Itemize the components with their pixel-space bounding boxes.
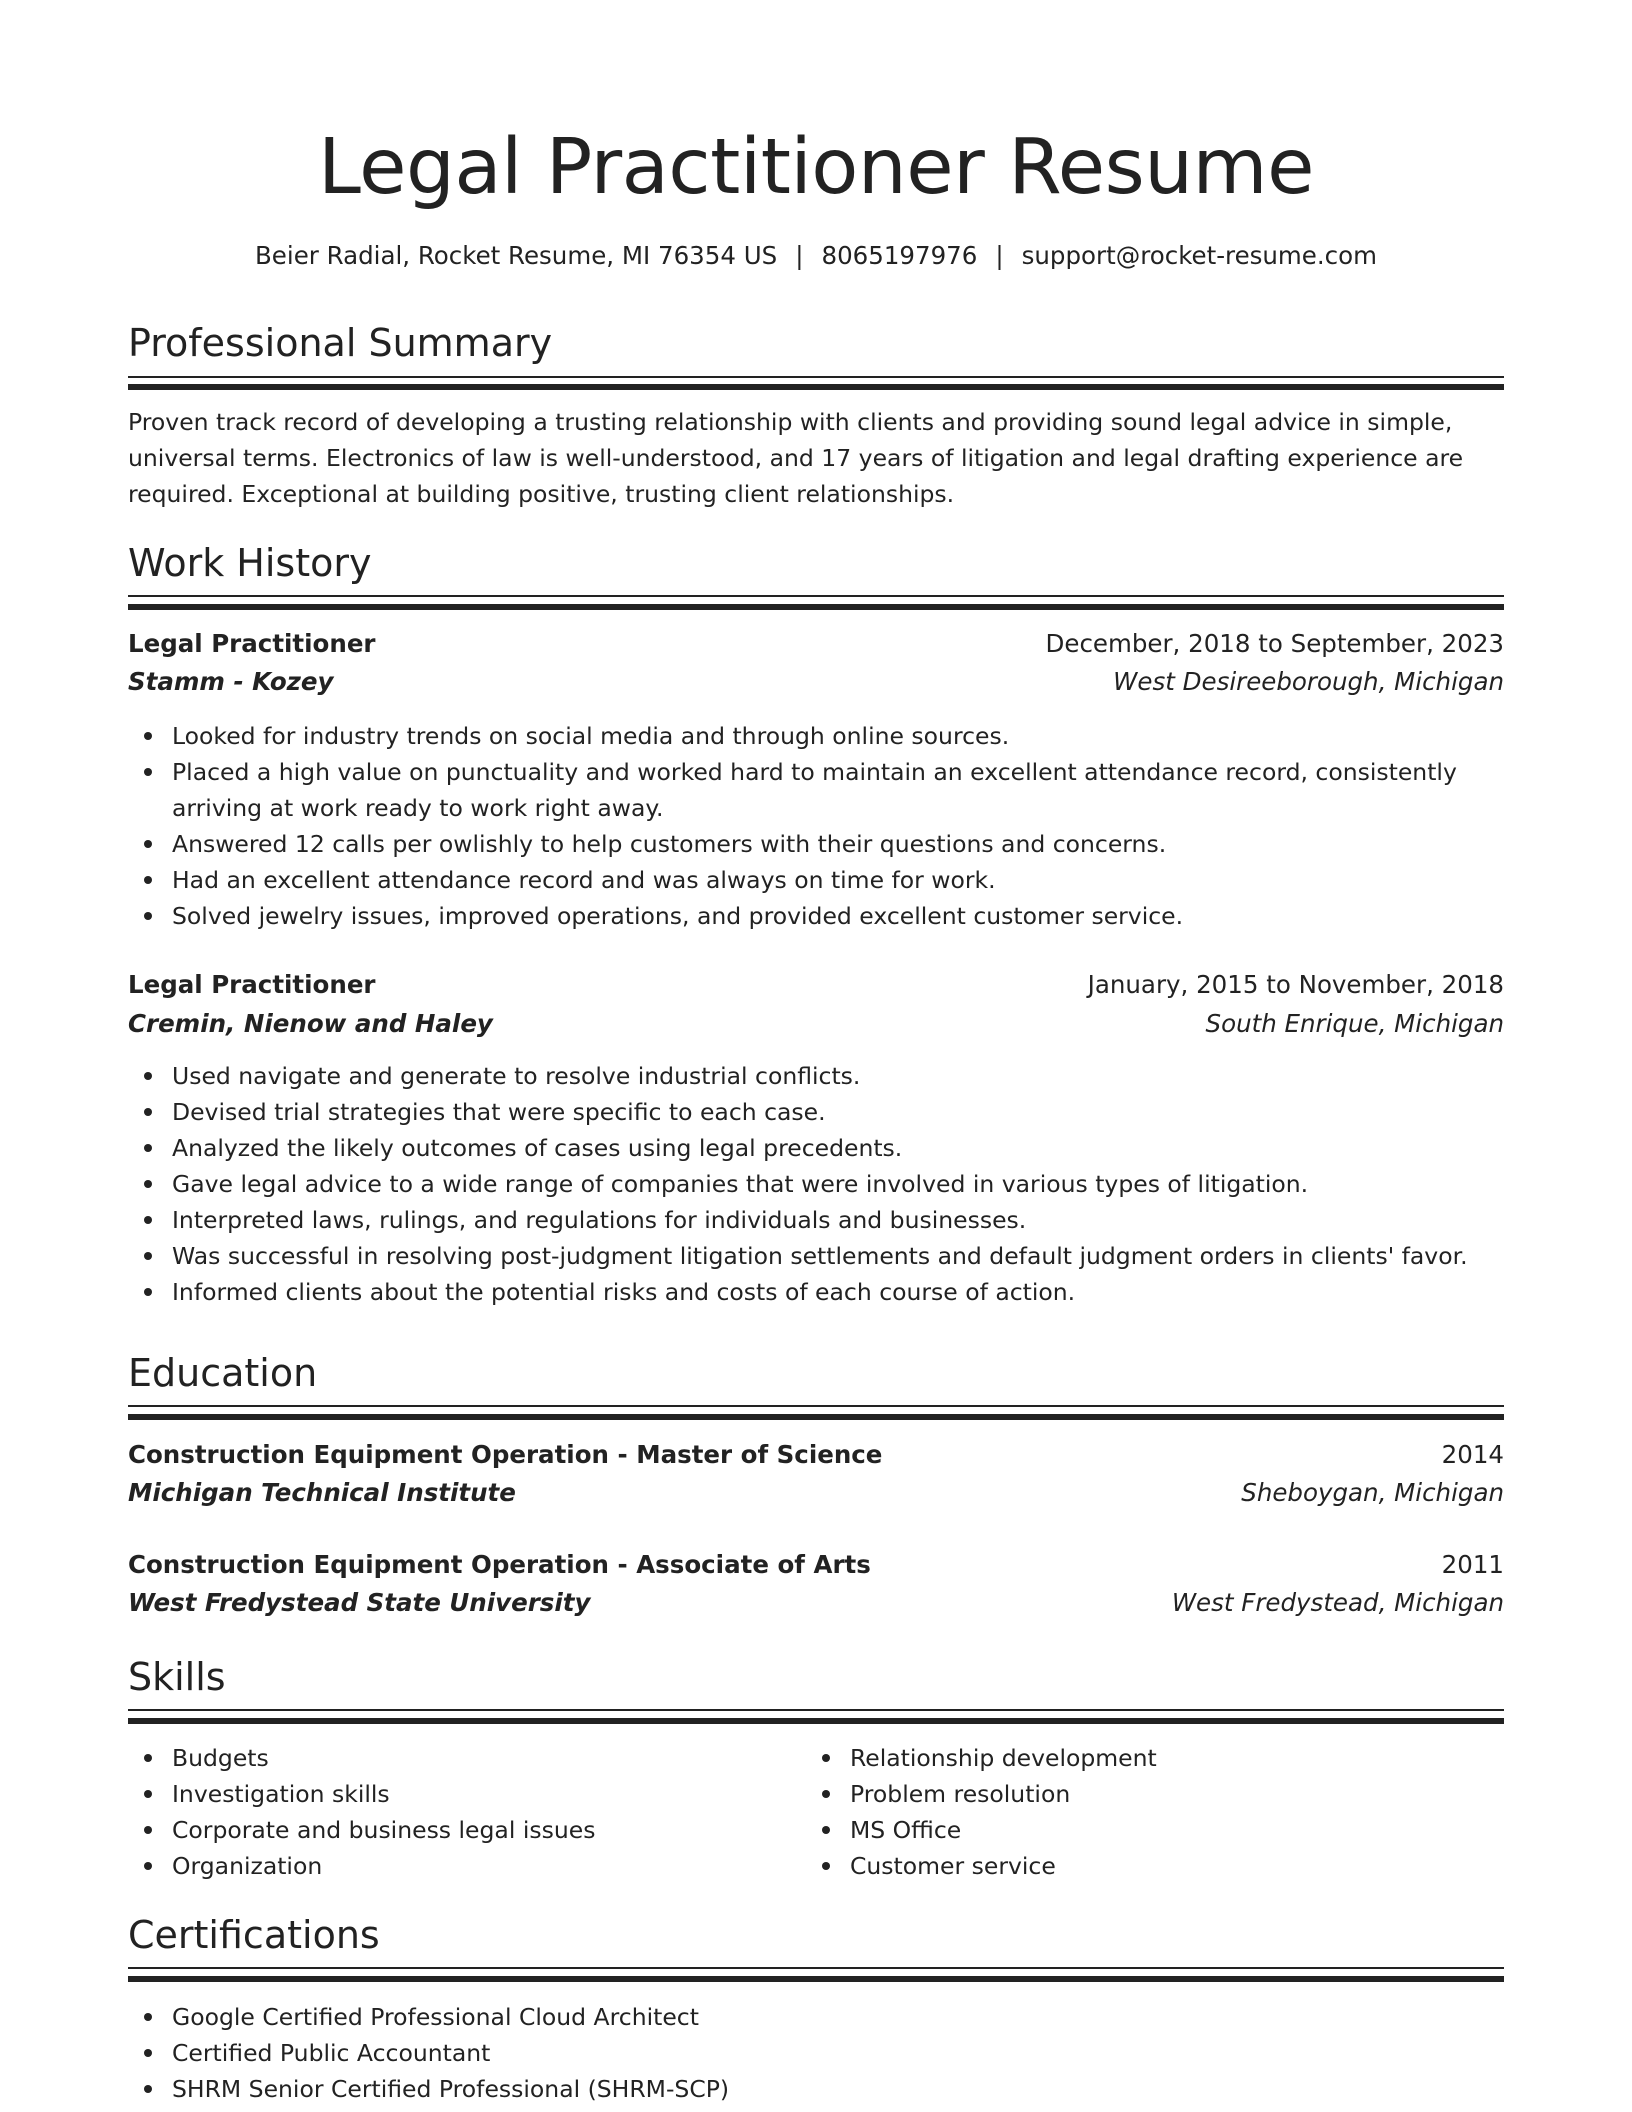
section-rule xyxy=(128,384,1504,390)
section-rule xyxy=(128,1709,1504,1711)
job-subheader xyxy=(128,1005,1504,1043)
list-item: Devised trial strategies that were specific to each case. xyxy=(128,1094,1504,1130)
section-rule xyxy=(128,595,1504,597)
contact-phone: 8065197976 xyxy=(821,241,978,270)
education-header xyxy=(128,1546,1504,1584)
resume-page xyxy=(128,0,1504,2112)
summary-line: universal terms. Electronics of law is well-understood, and 17 years of litigation and legal drafting experience are xyxy=(128,444,1464,472)
section-heading-skills: Skills xyxy=(128,1655,226,1699)
job-company: Cremin, Nienow and Haley xyxy=(128,1009,493,1038)
list-item: Gave legal advice to a wide range of companies that were involved in various types of litigation. xyxy=(128,1166,1504,1202)
contact-line xyxy=(128,238,1504,274)
list-item xyxy=(128,754,1504,826)
education-school: West Fredystead State University xyxy=(128,1588,591,1617)
list-item: Answered 12 calls per owlishly to help customers with their questions and concerns. xyxy=(128,826,1504,862)
skill-item: Relationship development xyxy=(806,1740,1504,1776)
education-school: Michigan Technical Institute xyxy=(128,1478,516,1507)
job-subheader xyxy=(128,663,1504,701)
list-item: Analyzed the likely outcomes of cases using legal precedents. xyxy=(128,1130,1504,1166)
section-rule xyxy=(128,1405,1504,1407)
section-rule xyxy=(128,1718,1504,1724)
contact-separator: | xyxy=(995,241,1004,270)
list-item: Looked for industry trends on social media and through online sources. xyxy=(128,718,1504,754)
job-bullets xyxy=(128,1058,1504,1310)
section-rule xyxy=(128,604,1504,610)
job-header xyxy=(128,625,1504,663)
section-heading-work: Work History xyxy=(128,541,372,585)
section-rule xyxy=(128,376,1504,378)
education-degree: Construction Equipment Operation - Associate of Arts xyxy=(128,1550,871,1579)
education-header xyxy=(128,1436,1504,1474)
summary-section xyxy=(128,318,1504,368)
job-bullets xyxy=(128,718,1504,934)
certification-item: Google Certified Professional Cloud Architect xyxy=(128,1999,1504,2035)
contact-address: Beier Radial, Rocket Resume, MI 76354 US xyxy=(255,241,778,270)
list-item: Solved jewelry issues, improved operations, and provided excellent customer service. xyxy=(128,898,1504,934)
education-location: Sheboygan, Michigan xyxy=(1241,1478,1504,1507)
education-degree: Construction Equipment Operation - Master of Science xyxy=(128,1440,883,1469)
resume-title: Legal Practitioner Resume xyxy=(318,123,1314,212)
work-section xyxy=(128,538,1504,588)
skill-item: MS Office xyxy=(806,1812,1504,1848)
skill-item: Organization xyxy=(128,1848,804,1884)
job-title: Legal Practitioner xyxy=(128,629,376,658)
skill-item: Investigation skills xyxy=(128,1776,804,1812)
section-rule xyxy=(128,1967,1504,1969)
job-header xyxy=(128,966,1504,1004)
certifications-list xyxy=(128,1999,1504,2107)
education-section xyxy=(128,1348,1504,1398)
list-item: Had an excellent attendance record and was always on time for work. xyxy=(128,862,1504,898)
section-heading-certifications: Certifications xyxy=(128,1913,380,1957)
contact-email: support@rocket-resume.com xyxy=(1021,241,1377,270)
summary-line: Proven track record of developing a trusting relationship with clients and providing sound legal advice in simple, xyxy=(128,408,1453,436)
summary-text xyxy=(128,404,1504,512)
job-location: West Desireeborough, Michigan xyxy=(1113,667,1504,696)
list-item: Used navigate and generate to resolve industrial conflicts. xyxy=(128,1058,1504,1094)
section-heading-education: Education xyxy=(128,1351,318,1395)
certification-item: Certified Public Accountant xyxy=(128,2035,1504,2071)
section-rule xyxy=(128,1414,1504,1420)
job-title: Legal Practitioner xyxy=(128,970,376,999)
skill-item: Problem resolution xyxy=(806,1776,1504,1812)
summary-line: required. Exceptional at building positive, trusting client relationships. xyxy=(128,480,955,508)
list-item-line: arriving at work ready to work right away. xyxy=(172,794,664,822)
education-subheader xyxy=(128,1584,1504,1622)
contact-separator: | xyxy=(795,241,804,270)
list-item: Was successful in resolving post-judgment litigation settlements and default judgment orders in clients' favor. xyxy=(128,1238,1504,1274)
education-subheader xyxy=(128,1474,1504,1512)
skills-list-left xyxy=(128,1740,804,1884)
list-item: Interpreted laws, rulings, and regulations for individuals and businesses. xyxy=(128,1202,1504,1238)
list-item: Informed clients about the potential risks and costs of each course of action. xyxy=(128,1274,1504,1310)
job-dates: December, 2018 to September, 2023 xyxy=(1045,629,1504,658)
job-location: South Enrique, Michigan xyxy=(1205,1009,1504,1038)
skill-item: Customer service xyxy=(806,1848,1504,1884)
education-location: West Fredystead, Michigan xyxy=(1171,1588,1504,1617)
education-year: 2011 xyxy=(1441,1550,1504,1579)
education-year: 2014 xyxy=(1441,1440,1504,1469)
skill-item: Budgets xyxy=(128,1740,804,1776)
certifications-section xyxy=(128,1910,1504,1960)
section-heading-summary: Professional Summary xyxy=(128,321,553,365)
skill-item: Corporate and business legal issues xyxy=(128,1812,804,1848)
skills-list-right xyxy=(806,1740,1504,1884)
job-company: Stamm - Kozey xyxy=(128,667,334,696)
section-rule xyxy=(128,1976,1504,1982)
list-item-line: Placed a high value on punctuality and worked hard to maintain an excellent attendance record, consistently xyxy=(172,758,1457,786)
job-dates: January, 2015 to November, 2018 xyxy=(1087,970,1504,999)
certification-item: SHRM Senior Certified Professional (SHRM-SCP) xyxy=(128,2071,1504,2107)
skills-section xyxy=(128,1652,1504,1702)
